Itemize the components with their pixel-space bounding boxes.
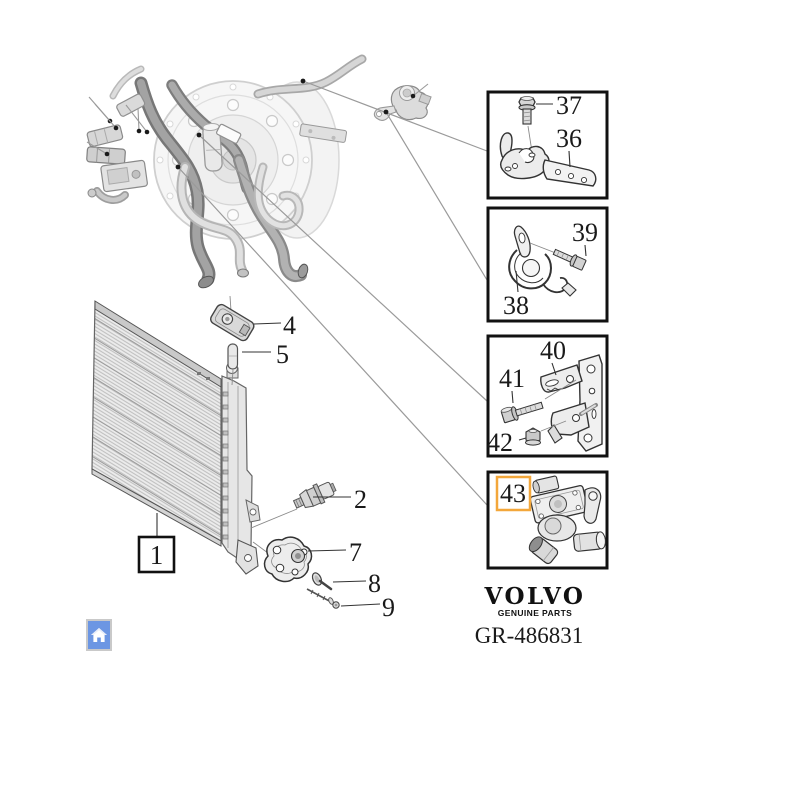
callout-4[interactable] <box>254 311 296 340</box>
part-9-screw-illustration <box>307 589 339 608</box>
part-7-mount-illustration <box>265 537 312 581</box>
part-8-clip-illustration <box>311 571 331 589</box>
callout-label-42[interactable]: 42 <box>487 428 513 457</box>
callout-5[interactable] <box>242 340 289 369</box>
callout-label-4[interactable]: 4 <box>283 311 296 340</box>
genuine-parts-tagline: GENUINE PARTS <box>497 608 573 618</box>
coolant-pump-illustration <box>374 84 431 120</box>
callout-label-5[interactable]: 5 <box>276 340 289 369</box>
callout-label-7[interactable]: 7 <box>349 538 362 567</box>
engine-assembly-illustration <box>87 59 362 290</box>
callout-7[interactable] <box>308 538 362 567</box>
callout-label-1[interactable]: 1 <box>149 540 164 570</box>
part-2-sensor-illustration <box>291 478 338 514</box>
callout-label-37[interactable]: 37 <box>556 91 582 120</box>
brand-block <box>475 583 586 648</box>
callout-1[interactable] <box>139 513 174 572</box>
callout-label-9[interactable]: 9 <box>382 593 395 622</box>
callout-label-36[interactable]: 36 <box>556 124 582 153</box>
callout-label-2[interactable]: 2 <box>354 485 367 514</box>
callout-label-8[interactable]: 8 <box>368 569 381 598</box>
detail-panel-40-42 <box>487 336 607 457</box>
callout-label-39[interactable]: 39 <box>572 218 598 247</box>
part-4-pad-illustration <box>209 296 256 342</box>
home-icon <box>88 621 110 649</box>
drawing-code: GR-486831 <box>474 623 584 648</box>
callout-43[interactable] <box>497 477 530 510</box>
callout-label-43[interactable]: 43 <box>500 479 526 508</box>
callout-label-40[interactable]: 40 <box>540 336 566 365</box>
detail-panel-43 <box>488 472 607 568</box>
callout-label-38[interactable]: 38 <box>503 291 529 320</box>
callout-8[interactable] <box>333 569 381 598</box>
callout-label-41[interactable]: 41 <box>499 364 525 393</box>
radiator-illustration <box>92 301 260 574</box>
detail-panel-36-37 <box>488 91 607 198</box>
detail-panel-38-39 <box>488 208 607 321</box>
volvo-logo: VOLVO <box>484 583 586 610</box>
home-button[interactable] <box>86 619 112 651</box>
radiator-tank <box>222 376 252 560</box>
